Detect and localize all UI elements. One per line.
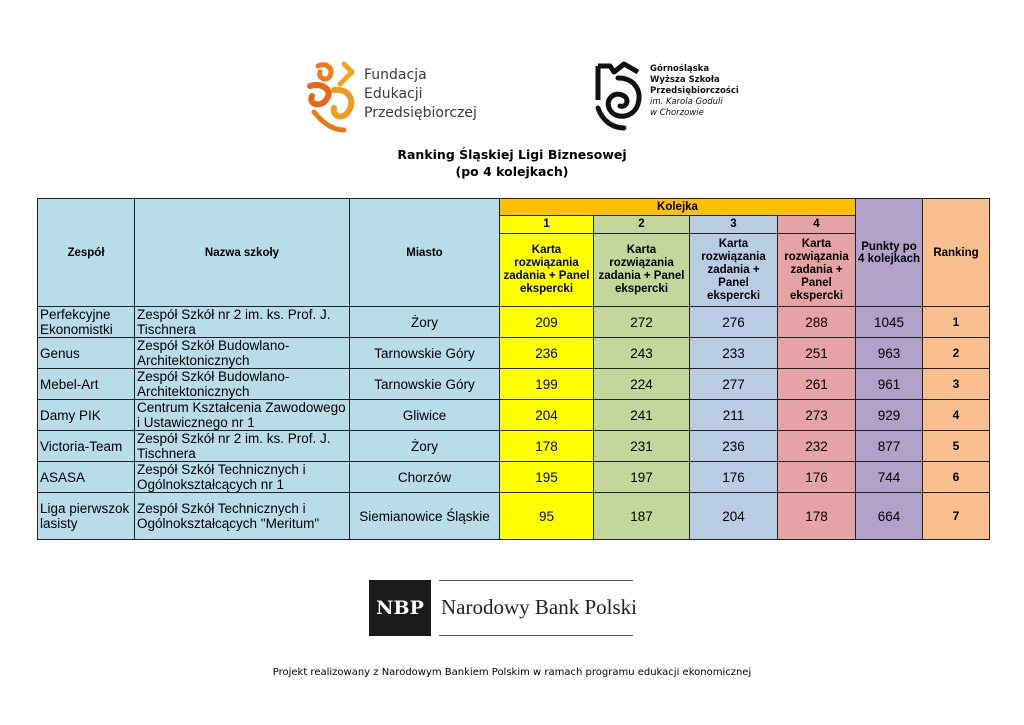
header-round-2: 2 <box>594 216 690 234</box>
city: Żory <box>350 307 500 338</box>
total-points: 963 <box>856 338 923 369</box>
round-3-score: 176 <box>690 462 778 493</box>
total-points: 877 <box>856 431 923 462</box>
round-3-score: 233 <box>690 338 778 369</box>
team-name: Genus <box>38 338 135 369</box>
team-name: Damy PIK <box>38 400 135 431</box>
city: Chorzów <box>350 462 500 493</box>
school-name: Zespół Szkół Technicznych i Ogólnokształcących "Meritum" <box>135 493 350 540</box>
total-points: 1045 <box>856 307 923 338</box>
school-name: Zespół Szkół nr 2 im. ks. Prof. J. Tischnera <box>135 431 350 462</box>
rank: 5 <box>923 431 990 462</box>
rank: 6 <box>923 462 990 493</box>
table-row <box>38 462 990 493</box>
total-points: 929 <box>856 400 923 431</box>
nbp-bottom-rule <box>439 635 633 636</box>
header-city: Miasto <box>350 199 500 307</box>
team-name: Mebel-Art <box>38 369 135 400</box>
school-name: Zespół Szkół Budowlano-Architektonicznych <box>135 338 350 369</box>
round-3-score: 211 <box>690 400 778 431</box>
round-1-score: 204 <box>500 400 594 431</box>
school-name: Centrum Kształcenia Zawodowego i Ustawicznego nr 1 <box>135 400 350 431</box>
title-line-2: (po 4 kolejkach) <box>455 164 569 179</box>
header-school: Nazwa szkoły <box>135 199 350 307</box>
total-points: 664 <box>856 493 923 540</box>
nbp-logo <box>369 580 637 636</box>
round-4-score: 176 <box>778 462 856 493</box>
table-row <box>38 338 990 369</box>
team-name: Perfekcyjne Ekonomistki <box>38 307 135 338</box>
rank: 7 <box>923 493 990 540</box>
round-2-score: 272 <box>594 307 690 338</box>
team-name: Victoria-Team <box>38 431 135 462</box>
round-1-score: 209 <box>500 307 594 338</box>
round-2-score: 231 <box>594 431 690 462</box>
round-2-score: 224 <box>594 369 690 400</box>
table-row <box>38 307 990 338</box>
round-3-score: 236 <box>690 431 778 462</box>
header-round-2-desc: Karta rozwiązania zadania + Panel ekspercki <box>594 234 690 307</box>
round-4-score: 273 <box>778 400 856 431</box>
rank: 1 <box>923 307 990 338</box>
footer-text: Projekt realizowany z Narodowym Bankiem Polskim w ramach programu edukacji ekonomicznej <box>272 667 752 678</box>
school-name: Zespół Szkół nr 2 im. ks. Prof. J. Tischnera <box>135 307 350 338</box>
header-round-4: 4 <box>778 216 856 234</box>
page-title <box>0 146 1024 180</box>
header-round-3: 3 <box>690 216 778 234</box>
city: Siemianowice Śląskie <box>350 493 500 540</box>
table-row <box>38 431 990 462</box>
gwsp-logo-text: Górnośląska Wyższa Szkoła Przedsiębiorczości im. Karola Goduli w Chorzowie <box>650 64 739 118</box>
nbp-top-rule <box>439 580 633 581</box>
round-1-score: 199 <box>500 369 594 400</box>
round-3-score: 276 <box>690 307 778 338</box>
school-name: Zespół Szkół Budowlano-Architektonicznych <box>135 369 350 400</box>
round-2-score: 187 <box>594 493 690 540</box>
round-2-score: 197 <box>594 462 690 493</box>
city: Tarnowskie Góry <box>350 369 500 400</box>
round-4-score: 251 <box>778 338 856 369</box>
total-points: 961 <box>856 369 923 400</box>
gwsp-logo <box>594 60 739 132</box>
ranking-table <box>37 198 990 540</box>
header-round-1-desc: Karta rozwiązania zadania + Panel ekspercki <box>500 234 594 307</box>
title-line-1: Ranking Śląskiej Ligi Biznesowej <box>397 147 627 162</box>
round-3-score: 204 <box>690 493 778 540</box>
header-round-4-desc: Karta rozwiązania zadania + Panel ekspercki <box>778 234 856 307</box>
table-row <box>38 369 990 400</box>
fep-emblem-icon <box>304 60 360 136</box>
round-4-score: 261 <box>778 369 856 400</box>
round-1-score: 95 <box>500 493 594 540</box>
school-name: Zespół Szkół Technicznych i Ogólnokształcących nr 1 <box>135 462 350 493</box>
rank: 2 <box>923 338 990 369</box>
rank: 4 <box>923 400 990 431</box>
team-name: ASASA <box>38 462 135 493</box>
round-1-score: 178 <box>500 431 594 462</box>
round-3-score: 277 <box>690 369 778 400</box>
table-row <box>38 493 990 540</box>
round-1-score: 236 <box>500 338 594 369</box>
round-4-score: 288 <box>778 307 856 338</box>
city: Żory <box>350 431 500 462</box>
nbp-name: Narodowy Bank Polski <box>441 595 637 619</box>
header-round-3-desc: Karta rozwiązania zadania + Panel ekspercki <box>690 234 778 307</box>
nbp-mark: NBP <box>369 580 431 636</box>
gwsp-emblem-icon <box>594 60 646 132</box>
fep-logo-text: Fundacja Edukacji Przedsiębiorczej <box>364 67 477 121</box>
table-row <box>38 400 990 431</box>
round-2-score: 241 <box>594 400 690 431</box>
round-4-score: 178 <box>778 493 856 540</box>
header-round: Kolejka <box>500 199 856 216</box>
team-name: Liga pierwszoklasisty <box>38 493 135 540</box>
fep-logo <box>304 60 494 140</box>
round-1-score: 195 <box>500 462 594 493</box>
total-points: 744 <box>856 462 923 493</box>
city: Tarnowskie Góry <box>350 338 500 369</box>
header-round-1: 1 <box>500 216 594 234</box>
header-team: Zespół <box>38 199 135 307</box>
round-2-score: 243 <box>594 338 690 369</box>
header-ranking: Ranking <box>923 199 990 307</box>
round-4-score: 232 <box>778 431 856 462</box>
rank: 3 <box>923 369 990 400</box>
header-points: Punkty po 4 kolejkach <box>856 199 923 307</box>
city: Gliwice <box>350 400 500 431</box>
